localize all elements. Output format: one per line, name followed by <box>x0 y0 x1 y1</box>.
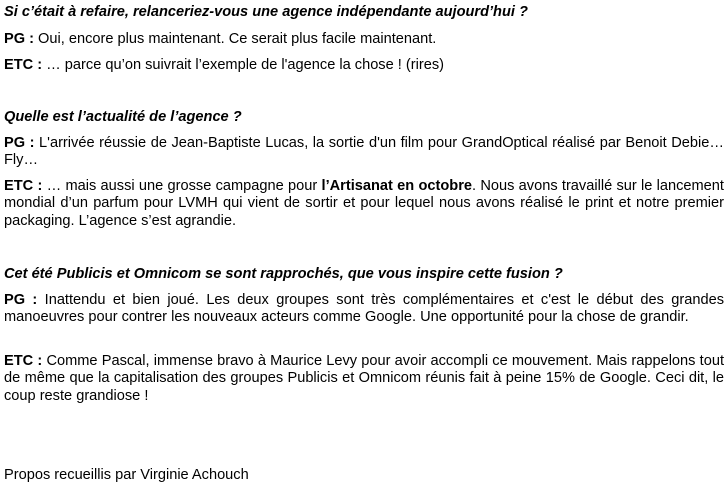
interview-credit: Propos recueillis par Virginie Achouch <box>4 467 249 483</box>
question-3: Cet été Publicis et Omnicom se sont rapprochés, que vous inspire cette fusion ? <box>4 266 563 282</box>
answer-text: Comme Pascal, immense bravo à Maurice Levy pour avoir accompli ce mouvement. Mais rappelons tout de même que la capitalisation des groupes Publicis et Omnicom réunis fait à peine 15% de Google. Ceci dit, le coup reste grandiose ! <box>4 353 724 404</box>
answer-1-etc <box>4 57 724 74</box>
answer-text-bold: l’Artisanat en octobre <box>321 178 472 194</box>
answer-text: Oui, encore plus maintenant. Ce serait plus facile maintenant. <box>34 31 437 47</box>
question-2: Quelle est l’actualité de l’agence ? <box>4 109 242 125</box>
answer-text: … parce qu’on suivrait l’exemple de l'agence la chose ! (rires) <box>42 57 444 73</box>
speaker-label: ETC : <box>4 353 43 369</box>
speaker-label: ETC : <box>4 178 43 194</box>
answer-3-etc <box>4 353 724 405</box>
speaker-label: PG : <box>4 135 35 151</box>
question-1: Si c’était à refaire, relanceriez-vous une agence indépendante aujourd’hui ? <box>4 4 528 20</box>
speaker-label: PG : <box>4 292 38 308</box>
answer-2-pg <box>4 135 724 170</box>
speaker-label: ETC : <box>4 57 43 73</box>
answer-3-pg <box>4 292 724 327</box>
answer-text: Inattendu et bien joué. Les deux groupes sont très complémentaires et c'est le début des grandes manoeuvres pour contrer les nouveaux acteurs comme Google. Une opportunité pour la chose de grandir. <box>4 292 724 326</box>
answer-text: L'arrivée réussie de Jean-Baptiste Lucas, la sortie d'un film pour GrandOptical réalisé par Benoit Debie… Fly… <box>4 135 724 169</box>
answer-text: … mais aussi une grosse campagne pour <box>42 178 322 194</box>
answer-text: . Nous avons travaillé sur le lancement mondial d’un parfum pour LVMH qui vient de sortir et pour lequel nous avons réalisé le print et notre premier packaging. L’agence s’est agrandie. <box>4 178 724 229</box>
speaker-label: PG : <box>4 31 34 47</box>
answer-1-pg <box>4 31 724 48</box>
answer-2-etc <box>4 178 724 230</box>
